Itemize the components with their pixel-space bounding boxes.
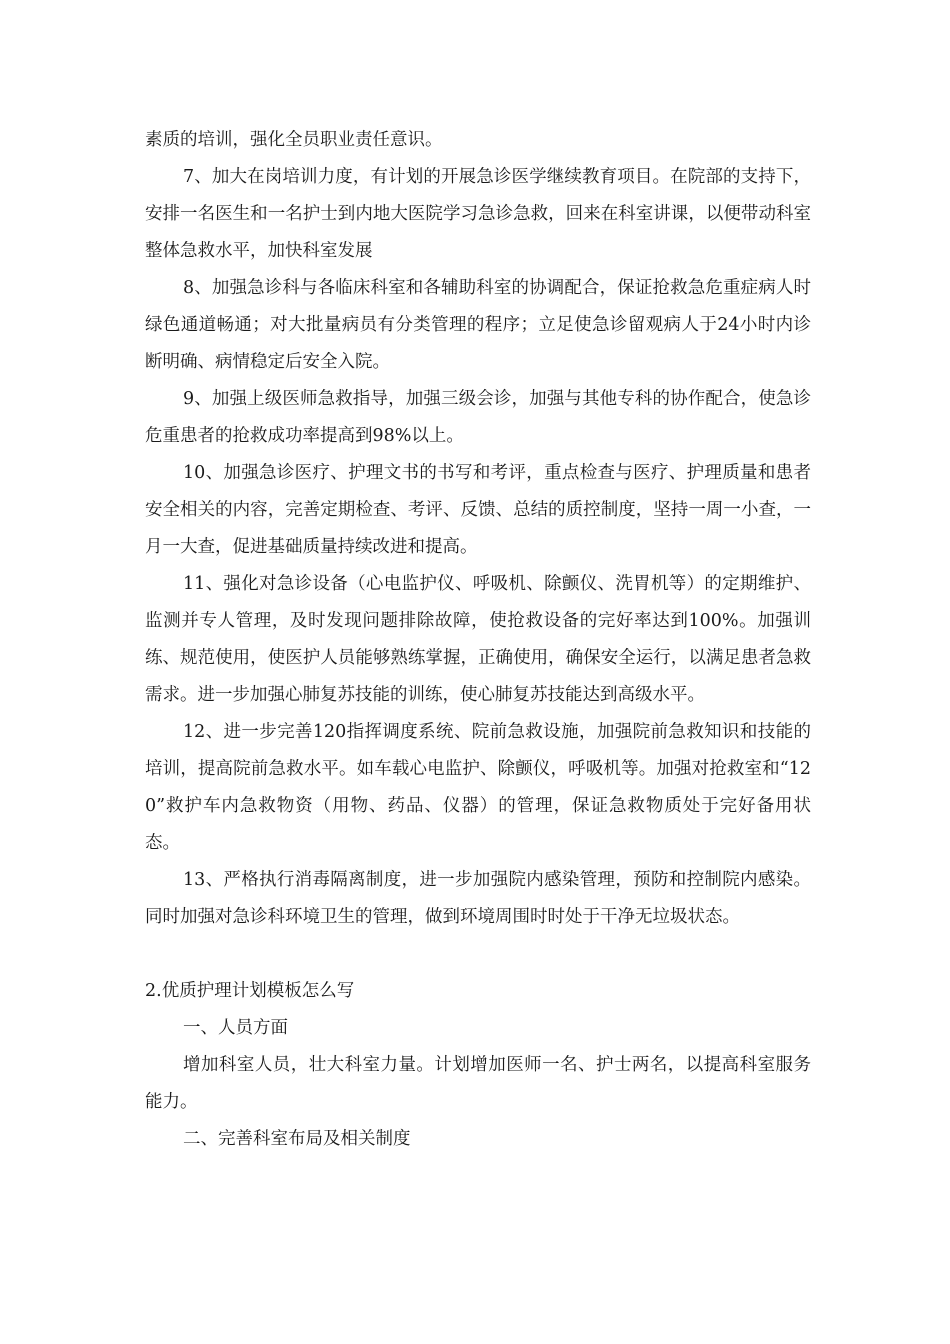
item-7-paragraph: 7、加大在岗培训力度，有计划的开展急诊医学继续教育项目。在院部的支持下，安排一名医生和一名护士到内地大医院学习急诊急救，回来在科室讲课，以便带动科室整体急救水平，加快科室发展 [145, 167, 811, 261]
item-11-paragraph: 11、强化对急诊设备（心电监护仪、呼吸机、除颤仪、洗胃机等）的定期维护、监测并专人管理，及时发现问题排除故障，使抢救设备的完好率达到100%。加强训练、规范使用，使医护人员能够熟练掌握，正确使用，确保安全运行，以满足患者急救需求。进一步加强心肺复苏技能的训练，使心肺复苏技能达到高级水平。 [145, 574, 811, 705]
section-2-subheading-personnel: 一、人员方面 [183, 1018, 288, 1038]
item-12-paragraph: 12、进一步完善120指挥调度系统、院前急救设施，加强院前急救知识和技能的培训，提高院前急救水平。如车载心电监护、除颤仪，呼吸机等。加强对抢救室和“120”救护车内急救物资（用物、药品、仪器）的管理，保证急救物质处于完好备用状态。 [145, 722, 811, 853]
continuation-paragraph: 素质的培训，强化全员职业责任意识。 [145, 130, 443, 150]
item-9-paragraph: 9、加强上级医师急救指导，加强三级会诊，加强与其他专科的协作配合，使急诊危重患者的抢救成功率提高到98%以上。 [145, 389, 811, 446]
section-2-personnel-paragraph: 增加科室人员，壮大科室力量。计划增加医师一名、护士两名，以提高科室服务能力。 [145, 1055, 811, 1112]
section-2-title: 2.优质护理计划模板怎么写 [145, 981, 355, 1001]
item-8-paragraph: 8、加强急诊科与各临床科室和各辅助科室的协调配合，保证抢救急危重症病人时绿色通道畅通；对大批量病员有分类管理的程序；立足使急诊留观病人于24小时内诊断明确、病情稳定后安全入院。 [145, 278, 811, 372]
section-2-subheading-layout: 二、完善科室布局及相关制度 [183, 1129, 411, 1149]
item-10-paragraph: 10、加强急诊医疗、护理文书的书写和考评，重点检查与医疗、护理质量和患者安全相关的内容，完善定期检查、考评、反馈、总结的质控制度，坚持一周一小查，一月一大查，促进基础质量持续改进和提高。 [145, 463, 811, 557]
item-13-paragraph: 13、严格执行消毒隔离制度，进一步加强院内感染管理，预防和控制院内感染。同时加强对急诊科环境卫生的管理，做到环境周围时时处于干净无垃圾状态。 [145, 870, 811, 927]
document-body [145, 122, 811, 1158]
section-spacer [145, 936, 811, 973]
